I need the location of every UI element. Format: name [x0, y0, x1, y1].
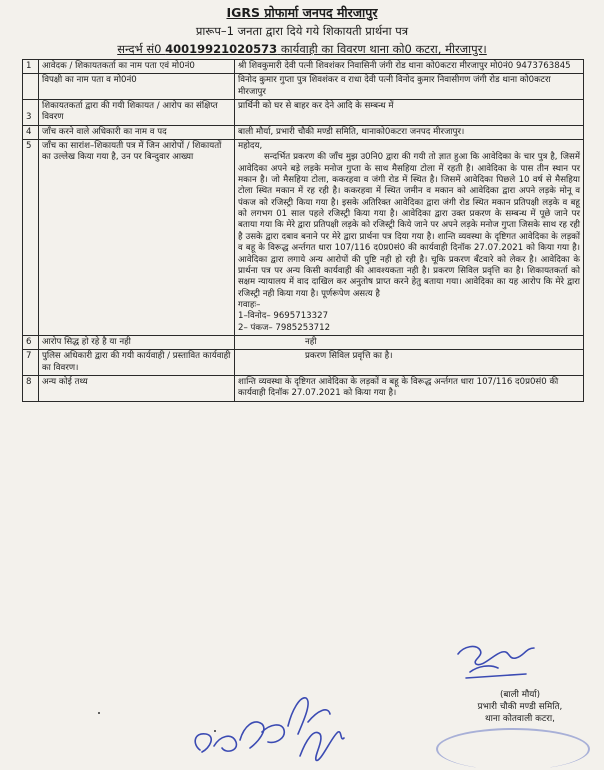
table-row	[23, 100, 584, 126]
row-number	[23, 74, 39, 100]
row-value: नही	[235, 335, 584, 349]
proforma-table	[22, 59, 584, 402]
row-value: प्रकरण सिविल प्रवृत्ति का है।	[235, 350, 584, 376]
officer-name: (बाली मौर्या)	[499, 690, 541, 700]
officer-station: थाना कोतवाली कटरा,	[485, 713, 555, 724]
signature-right-scribble	[458, 647, 534, 678]
row-number: 3	[23, 100, 39, 126]
row-value: विनोद कुमार गुप्ता पुत्र शिवशंकर व राधा देवी पत्नी विनोद कुमार निवासीगण जंगी रोड थाना को0कटरा मीरजापुर	[235, 74, 584, 100]
ink-dot	[98, 712, 100, 714]
row-value: श्री शिवकुमारी देवी पत्नी शिवशंकर निवासिनी जंगी रोड थाना को0कटरा मीरजापुर मो0नं0 9473763845	[235, 60, 584, 74]
reference-number: 40019921020573	[165, 42, 278, 56]
witness-heading: गवाहः–	[238, 299, 261, 310]
row-value: शान्ति व्यवस्था के दृष्टिगत आवेदिका के लड़कों व बहू के विरूद्ध अर्न्तगत धारा 107/116 द0प्र0सं0 की कार्यवाही दिनॉक 27.07.2021 को किया गया है।	[235, 375, 584, 401]
document-subtitle: प्रारूप–1 जनता द्वारा दिये गये शिकायती प्रार्थना पत्र	[195, 24, 409, 38]
row-label: जाँच का सारांश–शिकायती पत्र में जिन आरोपों / शिकायतों का उल्लेख किया गया है, उन पर बिन्दुवार आख्या	[39, 140, 235, 336]
reference-prefix: सन्दर्भ सं0	[117, 42, 162, 56]
row-number: 6	[23, 335, 39, 349]
row-number: 5	[23, 140, 39, 336]
row-label: शिकायतकर्ता द्वारा की गयी शिकायत / आरोप का संक्षिप्त विवरण	[39, 100, 235, 126]
table-row	[23, 125, 584, 139]
table-row	[23, 375, 584, 401]
table-row	[23, 60, 584, 74]
officer-signature-block	[440, 690, 600, 726]
row-number: 4	[23, 125, 39, 139]
ink-dot	[214, 730, 216, 732]
row-number: 1	[23, 60, 39, 74]
row-label: विपक्षी का नाम पता व मो0नं0	[39, 74, 235, 100]
table-row	[23, 140, 584, 336]
witness-2: 2– पंकज– 7985253712	[238, 322, 331, 333]
row-number: 7	[23, 350, 39, 376]
officer-designation: प्रभारी चौकी मण्डी समिति,	[477, 701, 563, 712]
table-row	[23, 74, 584, 100]
witness-1: 1–विनोद– 9695713327	[238, 311, 329, 322]
row-label: जाँच करने वाले अधिकारी का नाम व पद	[39, 125, 235, 139]
row-value: बाली मौर्या, प्रभारी चौकी मण्डी समिति, थानाको0कटरा जनपद मीरजापुर।	[235, 125, 584, 139]
reference-suffix: कार्यवाही का विवरण थाना को0 कटरा, मीरजापुर।	[280, 42, 487, 56]
table-row	[23, 350, 584, 376]
row-label: आवेदक / शिकायतकर्ता का नाम पता एवं मो0नं0	[39, 60, 235, 74]
inquiry-body: सन्दर्भित प्रकरण की जाँच मुझ उ0नि0 द्वारा की गयी तो ज्ञात हुआ कि आवेदिका के चार पुत्र है, जिसमें आवेदिका अपने बड़े लड़के मनोज गुप्ता के साथ मैसहिया टोला में रहती है। आवेदिका के पास तीन स्थान पर मकान है। जो मैसहिया टोला, ककरहवा व जंगी रोड में स्थित है। जिसमें आवेदिका पिछले 10 वर्ष से मैसहिया टोला स्थित मकान में रह रही है। ककरहवा में स्थित जमीन व मकान को आवेदिका द्वारा अपने लड़के मोनू व पंकज को रजिस्ट्री किया गया है। इसके अतिरिक्त आवेदिका द्वारा जंगी रोड स्थित मकान प्रतिपक्षी लड़के व बहू को लगभग 01 साल पहले रजिस्ट्री किया गया है। आवेदिका द्वारा उक्त प्रकरण के सम्बन्ध में पूछे जाने पर बताया गया कि मेरे द्वारा प्रतिपक्षी लड़के को रजिस्ट्री किये जाने पर अपने लड़के मनोज गुप्ता जिसके साथ रह रही है उसके द्वारा दबाव बनाने पर मेरे द्वारा प्रार्थना पत्र दिया गया है। शान्ति व्यवस्था के दृष्टिगत आवेदिका के लड़कों व बहू के विरूद्ध अर्न्तगत धारा 107/116 द0प्र0सं0 की कार्यवाही दिनॉक 27.07.2021 को किया गया है। आवेदिका द्वारा लगाये अन्य आरोपों की पुष्टि नही हो रही है। चूकि प्रकरण बँटवारे को लेकर है। आवेदिका के प्रार्थना पत्र पर अन्य किसी कार्यवाही की आवश्यकता नही है। प्रकरण सिविल प्रवृत्ति का है। शिकायतकर्ता को सक्षम न्यायालय में वाद दाखिल कर अनुतोष प्राप्त करने हेतु बताया गया। आवेदिका का यह आरोप कि मेरे द्वारा रजिस्ट्री नही किया गया है। पूर्णरूपेण असत्य है	[238, 152, 580, 299]
signature-middle-scribble	[300, 732, 344, 761]
row-number: 8	[23, 375, 39, 401]
document-title: IGRS प्रोफार्मा जनपद मीरजापुर	[226, 5, 378, 20]
table-row	[23, 335, 584, 349]
salutation: महोदय,	[238, 141, 263, 152]
inquiry-summary	[235, 140, 584, 336]
signature-left-scribble	[195, 698, 330, 752]
row-label: आरोप सिद्ध हो रहे है या नही	[39, 335, 235, 349]
row-value: प्रार्थिनी को घर से बाहर कर देने आदि के सम्बन्ध में	[235, 100, 584, 126]
row-label: अन्य कोई तथ्य	[39, 375, 235, 401]
reference-line	[0, 42, 604, 57]
official-seal-stamp	[436, 728, 590, 770]
row-label: पुलिस अधिकारी द्वारा की गयी कार्यवाही / प्रस्तावित कार्यवाही का विवरण।	[39, 350, 235, 376]
